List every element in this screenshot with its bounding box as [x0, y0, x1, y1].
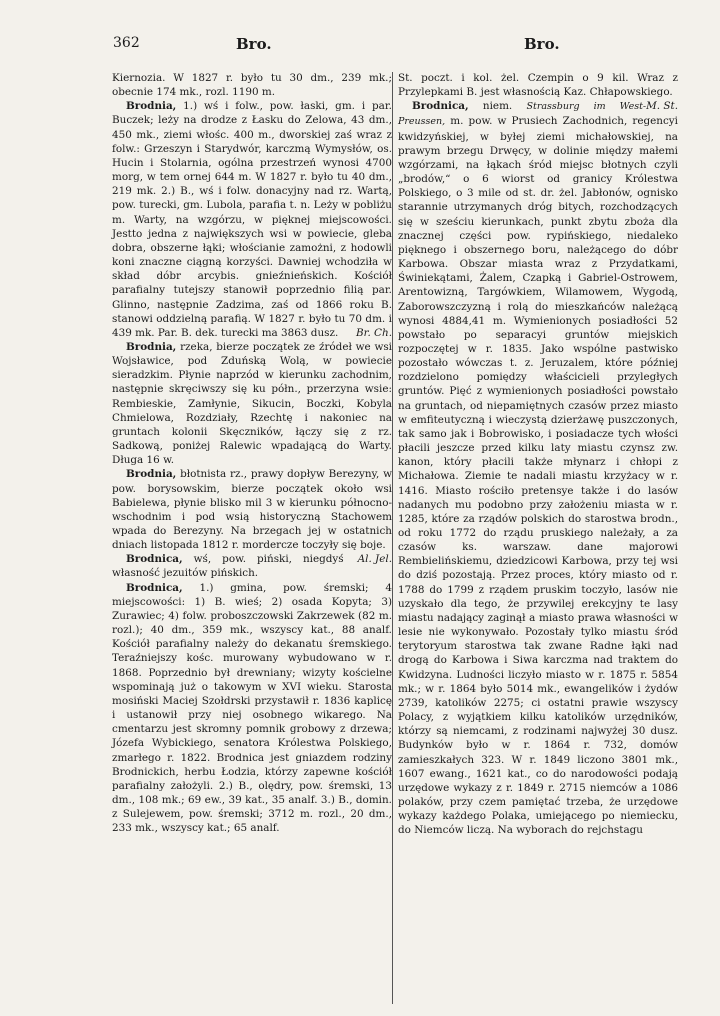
- entry-german-name: Strassburg im West-Preussen,: [398, 101, 647, 128]
- right-running-head: Bro.: [524, 35, 560, 53]
- entry-headword: Brodnica,: [412, 100, 469, 113]
- entry-author: Al. Jel.: [357, 553, 392, 566]
- entry-author: Br. Ch.: [355, 326, 392, 339]
- entry-paragraph: [112, 581, 392, 836]
- right-column: [398, 71, 678, 837]
- left-running-head: Bro.: [236, 35, 272, 53]
- entry-headword: Brodnia,: [126, 340, 177, 353]
- entry-headword: Brodnica,: [126, 553, 183, 566]
- column-divider: [392, 72, 393, 1004]
- entry-text: m. pow. w Prusiech Zachodnich, regencyi kwidzyńskiej, w byłej ziemi michałowskiej, na prawym brzegu Drwęcy, w dolinie między małemi wzgórzami, na łąkach śród miejsc błotnych czyli „brodów,“ o 6 wiorst od granicy Królestwa Polskiego, o 3 mile od st. dr. żel. Jabłonów, ognisko starannie utrzymanych dróg bitych, rozchodzących się w sześciu kierunkach, punkt zbytu zboża dla znacznej części pow. rypińskiego, niedaleko pięknego i obszernego boru, należącego do dóbr Karbowa. Obszar miasta wraz z Przydatkami, Świniekątami, Żalem, Czapką i Gabriel-Ostrowem, Arentowizną, Targówkiem, Wilamowem, Wygodą, Zaborowszczyzną i rolą do mieszkańców należącą wynosi 4884,41 m. Wymienionych posiadłości 52 powstało po separacyi gruntów miejskich rozpoczętej w r. 1835. Jako wspólne pastwisko pozostało wówczas t. z. Jeruzalem, które później rozdzielono pomiędzy właścicieli przyległych gruntów. Pięć z wymienionych posiadłości powstało na gruntach, od niepamiętnych czasów przez miasto w emfiteutyczną i wieczystą dzierżawę puszczonych, tak samo jak i Bobrowisko, i posiadacze tych włości płacili jeszcze przed kilku laty miastu czynsz zw. kanon, który płacili także młynarz i chłopi z Michałowa. Ziemie te nadali miastu krzyżacy w r. 1416. Miasto rościło pretensye także i do lasów nadanych mu podobno przy założeniu miasta w r. 1285, które za rządów polskich do starostwa brodn., od roku 1772 do rządu pruskiego należały, a za czasów ks. warszaw. dane majorowi Rembielińskiemu, dziedzicowi Karbowa, przy tej wsi do dziś pozostają. Przez proces, który miasto od r. 1788 do 1799 z rządem pruskim toczyło, lasów nie uzyskało dla tego, że przywilej erekcyjny te lasy miastu nadający zaginął a miasto prawa własności w lesie nie wykonywało. Pozostały tylko miastu śród terytoryum starostwa tak zwane Radne łąki nad drogą do Karbowa i Siwa karczma nad traktem do Kwidzyna. Ludności liczyło miasto w r. 1875 r. 5854 mk.; w r. 1864 było 5014 mk., ewangelików i żydów 2739, katolików 2275; ci ostatni prawie wszyscy Polacy, z wyjątkiem kilku katolików urzędników, którzy są niemcami, z rodzinami najwyżej 30 dusz. Budynków było w r. 1864 r. 732, domów zamieszkałych 323. W r. 1849 liczono 3801 mk., 1607 ewang., 1621 kat., co do narodowości podają urzędowe wykazy z r. 1849 r. 2715 niemców a 1086 polaków, przy czem pamiętać trzeba, że urzędowe wykazy każdego Polaka, umiejącego po niemiecku, do Niemców liczą. Na wyborach do rejchstagu: [398, 115, 678, 837]
- entry-text: wś, pow. piński, niegdyś własność jezuitów pińskich.: [112, 553, 344, 580]
- page-header: [0, 0, 720, 60]
- entry-prefix: niem.: [482, 100, 513, 113]
- entry-paragraph: [112, 99, 392, 340]
- entry-paragraph: [112, 340, 392, 467]
- entry-headword: Brodnica,: [126, 581, 183, 594]
- entry-headword: Brodnia,: [126, 468, 177, 481]
- entry-paragraph: [112, 71, 392, 99]
- entry-author: M. St.: [646, 100, 678, 113]
- entry-paragraph: [398, 99, 678, 837]
- entry-text: 1.) wś i folw., pow. łaski, gm. i par. Buczek; leży na drodze z Łasku do Zelowa, 43 dm., 450 mk., ziemi włośc. 400 m., dworskiej zaś wraz z folw.: Grzeszyn i Starydwór, karczmą Wymysłów, os. Hucin i Stolarnia, ogólna przestrzeń wynosi 4700 morg, w tem ornej 644 m. W 1827 r. było tu 40 dm., 219 mk. 2.) B., wś i folw. donacyjny nad rz. Wartą, pow. turecki, gm. Lubola, parafia t. n. Leży w pobliżu m. Warty, na wzgórzu, w pięknej miejscowości. Jestto jedna z największych wsi w powiecie, gleba dobra, obszerne łąki; włościanie zamożni, z hodowli koni znaczne ciągną korzyści. Dawniej wchodziła w skład dóbr arcybis. gnieźnieńskich. Kościół parafialny tutejszy stanowił poprzednio filią par. Glinno, następnie Zadzima, zaś od 1866 roku B. stanowi oddzielną parafią. W 1827 r. było tu 70 dm. i 439 mk. Par. B. dek. turecki ma 3863 dusz.: [112, 100, 392, 339]
- entry-text: 1.) gmina, pow. śremski; 4 miejscowości: 1) B. wieś; 2) osada Kopyta; 3) Zurawiec; 4) folw. proboszczowski Zakrzewek (82 m. rozl.); 40 dm., 359 mk., wszyscy kat., 88 analf. Kościół parafialny należy do dekanatu śremskiego. Teraźniejszy kośc. murowany wybudowano w r. 1868. Poprzednio był drewniany; wizyty kościelne wspominają już o takowym w XVI wieku. Starosta mosiński Maciej Szołdrski przystawił r. 1836 kaplicę i ustanowił przy niej osobnego wikarego. Na cmentarzu jest skromny pomnik grobowy z drzewa; Józefa Wybickiego, senatora Królestwa Polskiego, zmarłego r. 1822. Brodnica jest gniazdem rodziny Brodnickich, herbu Łodzia, którzy zapewne kościół parafialny założyli. 2.) B., olędry, pow. śremski, 13 dm., 108 mk.; 69 ew., 39 kat., 35 analf. 3.) B., domin. z Sulejewem, pow. śremski; 3712 m. rozl., 20 dm., 233 mk., wszyscy kat.; 65 analf.: [112, 581, 392, 835]
- entry-text: Kiernozia. W 1827 r. było tu 30 dm., 239 mk.; obecnie 174 mk., rozl. 1190 m.: [112, 72, 392, 99]
- entry-text: St. poczt. i kol. żel. Czempin o 9 kil. Wraz z Przylepkami B. jest własnością Kaz. Chłapowskiego.: [398, 72, 678, 99]
- entry-headword: Brodnia,: [126, 100, 177, 113]
- left-column: [112, 71, 392, 835]
- page-number: 362: [113, 35, 140, 51]
- entry-text: błotnista rz., prawy dopływ Berezyny, w pow. borysowskim, bierze początek około wsi Babielewa, płynie blisko mil 3 w kierunku północno-wschodnim i pod wsią historyczną Stachowem wpada do Berezyny. Na brzegach jej w ostatnich dniach listopada 1812 r. mordercze toczyły się boje.: [112, 468, 392, 552]
- entry-text: rzeka, bierze początek ze źródeł we wsi Wojsławice, pod Zduńską Wolą, w powiecie sieradzkim. Płynie naprzód w kierunku zachodnim, następnie skręciwszy się ku półn., przerzyna wsie: Rembieskie, Zamłynie, Sikucin, Boczki, Kobyla Chmielowa, Rozdziały, Rzechtę i nakoniec na gruntach kolonii Skęczników, łączy się z rz. Sadkową, poniżej Ralewic wpadającą do Warty. Długa 16 w.: [112, 340, 393, 467]
